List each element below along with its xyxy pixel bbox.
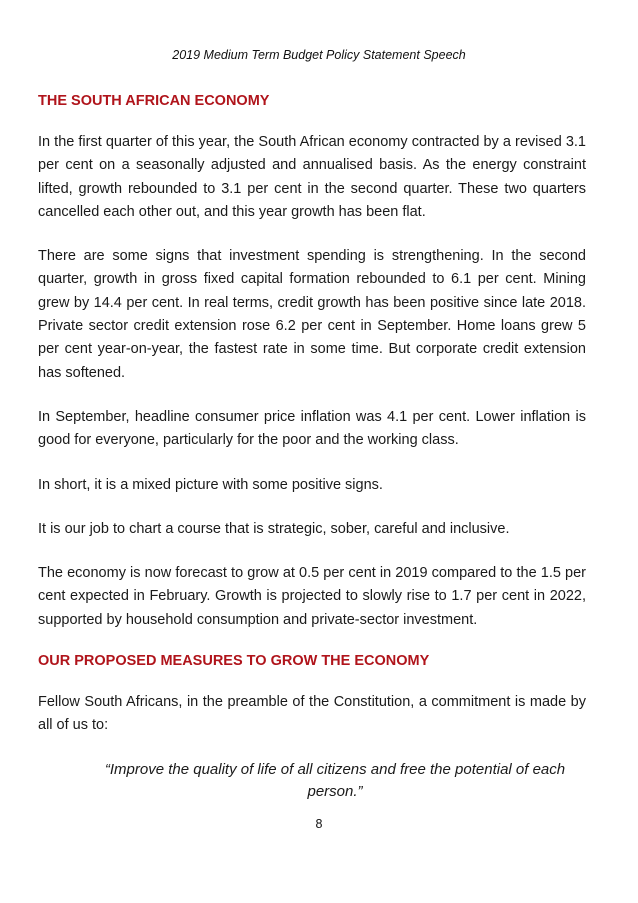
paragraph-constitution: Fellow South Africans, in the preamble of the Constitution, a commitment is made by all of us to: [38, 694, 586, 734]
paragraph-inflation: In September, headline consumer price inflation was 4.1 per cent. Lower inflation is good for everyone, particularly for the poor and the working class. [38, 408, 586, 449]
paragraph-chart-course: It is our job to chart a course that is strategic, sober, careful and inclusive. [38, 520, 510, 537]
section-heading-measures: OUR PROPOSED MEASURES TO GROW THE ECONOMY [38, 653, 430, 670]
section-heading-economy: THE SOUTH AFRICAN ECONOMY [38, 93, 270, 109]
paragraph-forecast: The economy is now forecast to grow at 0.5 per cent in 2019 compared to the 1.5 per cent expected in February. Growth is projected to slowly rise to 1.7 per cent in 2022, supported by household consumption and private-sector investment. [38, 565, 586, 628]
constitution-quote: “Improve the quality of life of all citizens and free the potential of each person.” [104, 760, 566, 800]
page-number: 8 [315, 817, 323, 831]
page-body [38, 93, 586, 803]
paragraph-investment: There are some signs that investment spending is strengthening. In the second quarter, growth in gross fixed capital formation rebounded to 6.1 per cent. Mining grew by 14.4 per cent. In real terms, credit growth has been positive since late 2018. Private sector credit extension rose 6.2 per cent in September. Home loans grew 5 per cent year-on-year, the fastest rate in some time. But corporate credit extension has softened. [38, 248, 586, 381]
paragraph-mixed-picture: In short, it is a mixed picture with some positive signs. [38, 476, 383, 493]
running-header: 2019 Medium Term Budget Policy Statement Speech [172, 48, 466, 62]
paragraph-first-quarter: In the first quarter of this year, the South African economy contracted by a revised 3.1 per cent on a seasonally adjusted and annualised basis. As the energy constraint lifted, growth rebounded to 3.1 per cent in the second quarter. These two quarters cancelled each other out, and this year growth has been flat. [38, 134, 586, 220]
